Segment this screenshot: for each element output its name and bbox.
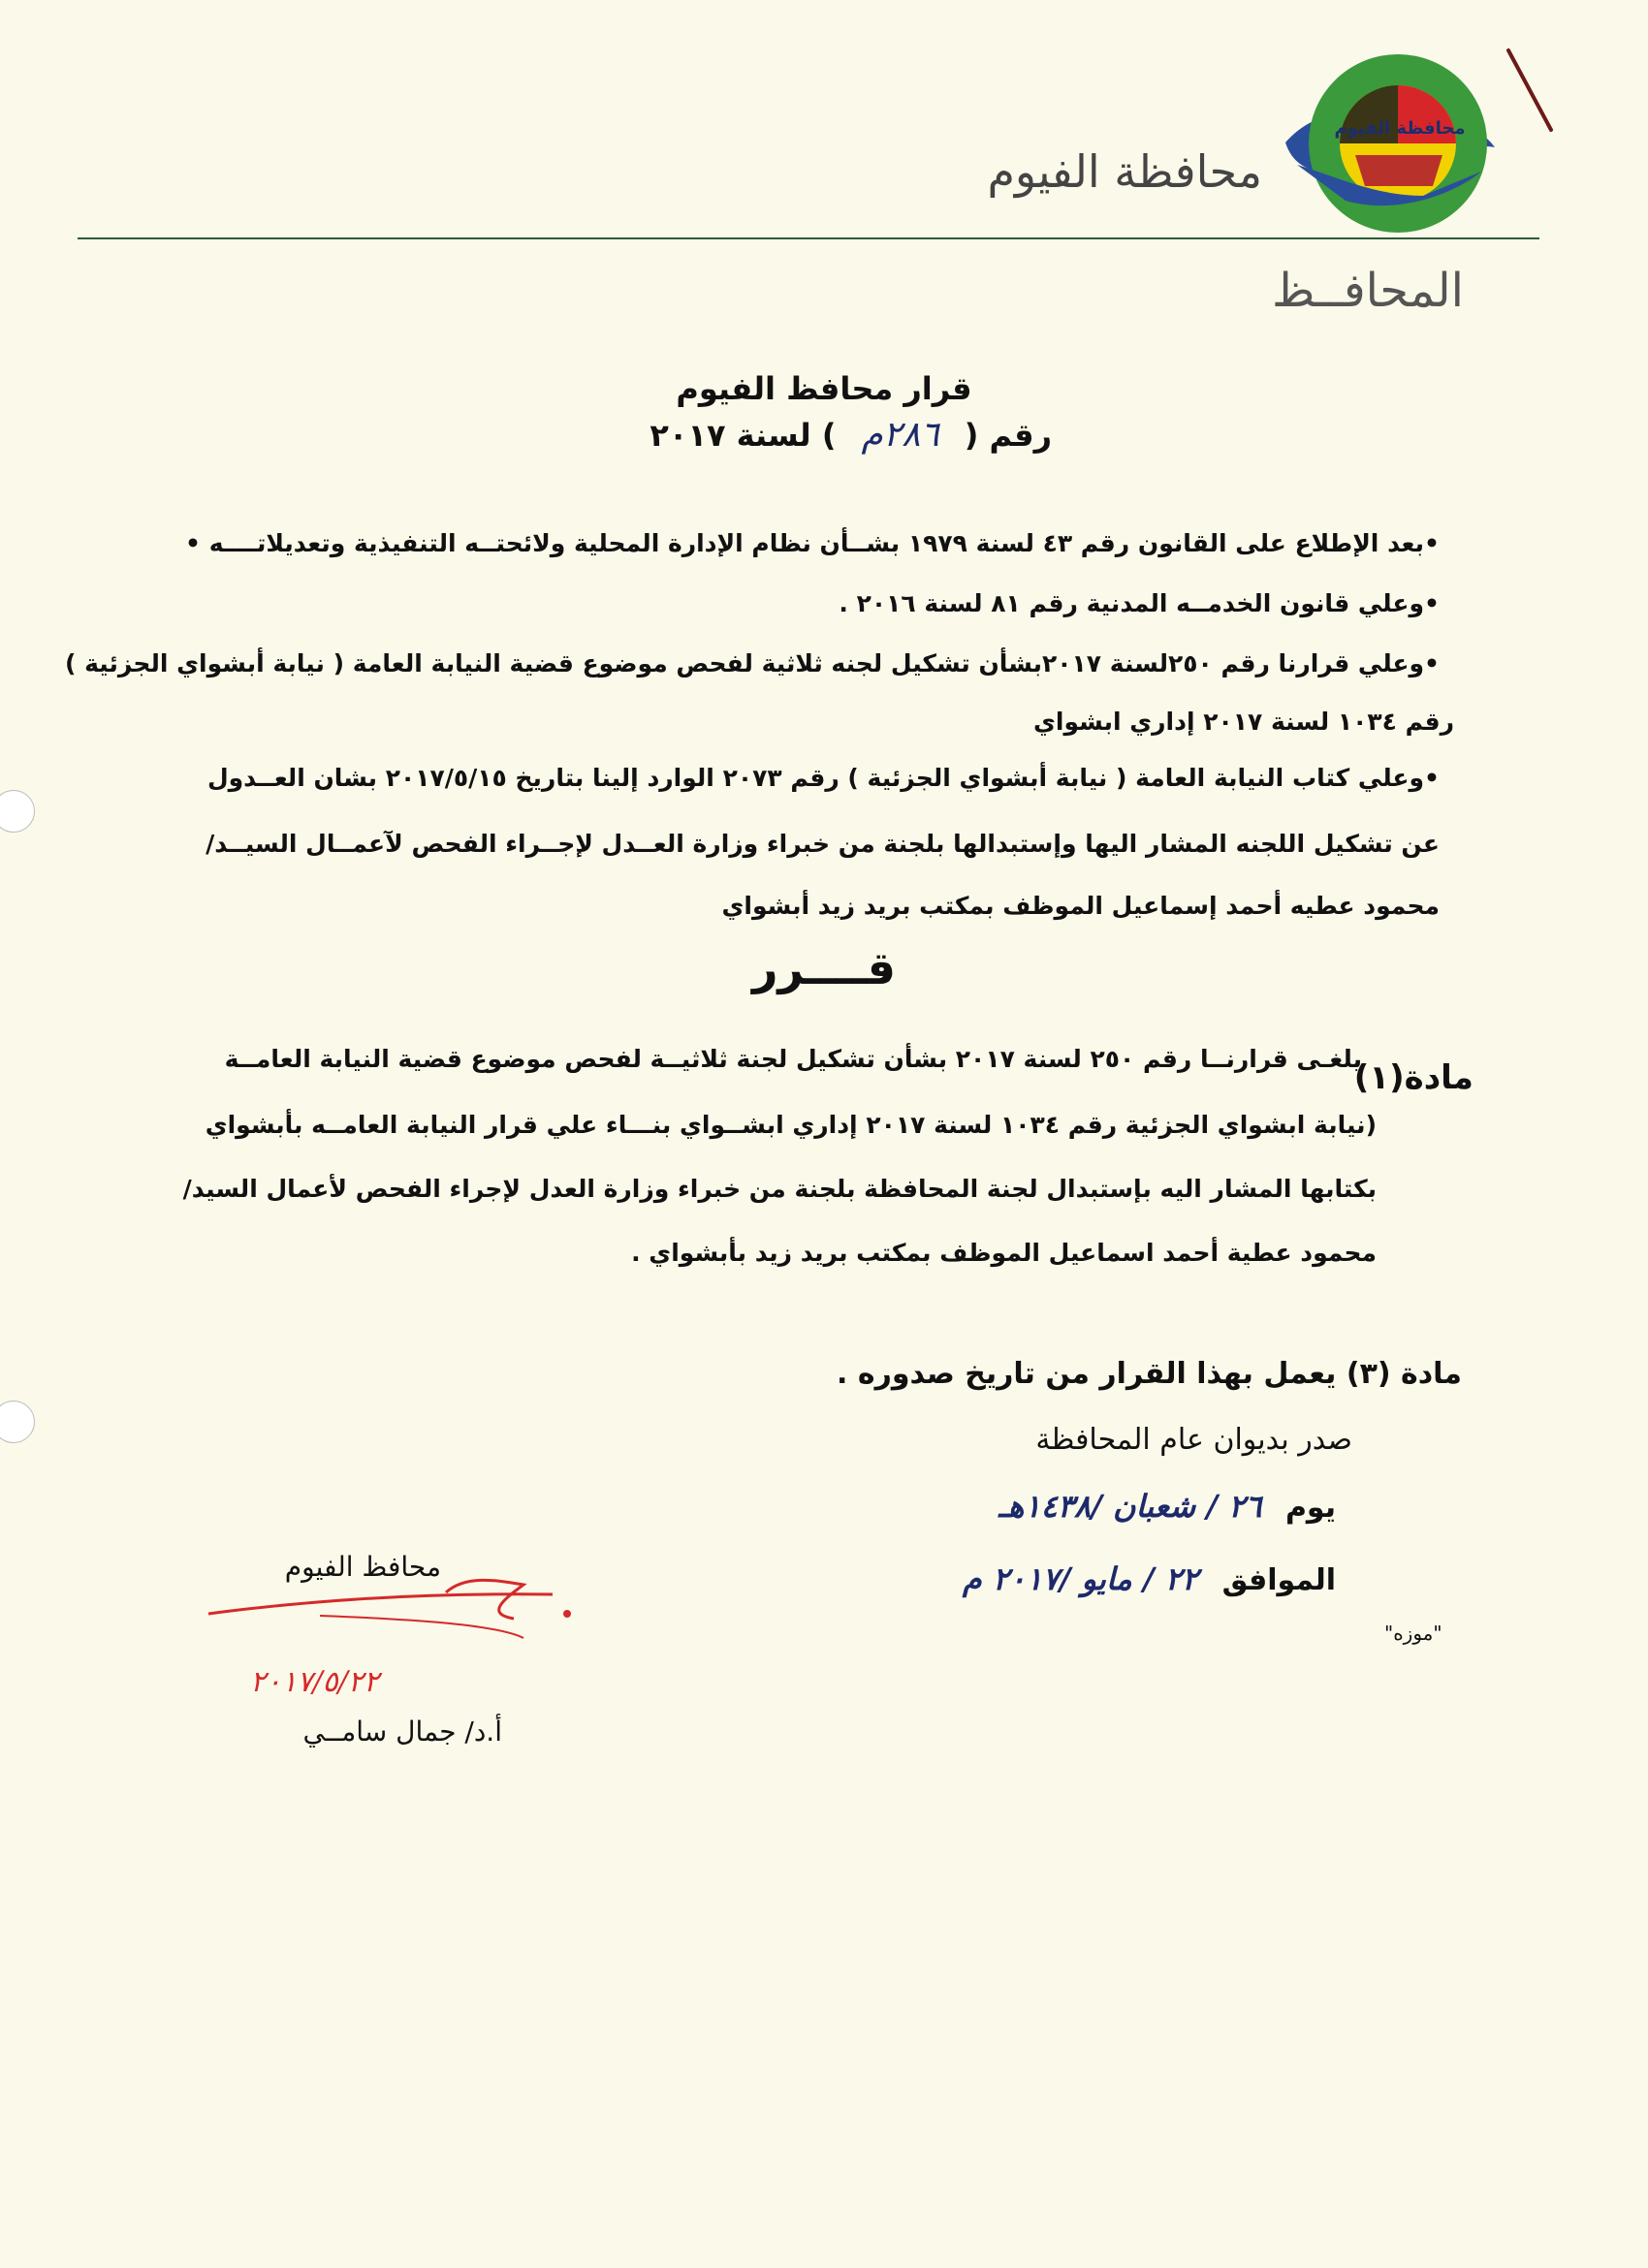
decree-title: قرار محافظ الفيوم bbox=[676, 370, 972, 407]
decree-number-suffix: ) لسنة ٢٠١٧ bbox=[650, 417, 837, 454]
punch-hole bbox=[0, 1401, 35, 1443]
gregorian-date: ٢٢ / مايو /٢٠١٧ م bbox=[962, 1560, 1199, 1597]
article1-line: محمود عطية أحمد اسماعيل الموظف بمكتب بريد زيد بأبشواي . bbox=[631, 1239, 1377, 1267]
article1-label: مادة(١) bbox=[1353, 1058, 1474, 1097]
article1-line: يلغـى قرارنــا رقم ٢٥٠ لسنة ٢٠١٧ بشأن تشكيل لجنة ثلاثيــة لفحص موضوع قضية النيابة العامــة bbox=[224, 1045, 1362, 1073]
signatory-name: أ.د/ جمال سامــي bbox=[302, 1716, 502, 1748]
typist-initials: "موزه" bbox=[1384, 1622, 1442, 1645]
preamble-line: •وعلي كتاب النيابة العامة ( نيابة أبشواي الجزئية ) رقم ٢٠٧٣ الوارد إلينا بتاريخ ٢٠١٧/٥/١٥ بشان العــدول bbox=[206, 764, 1440, 792]
signature-mark bbox=[204, 1575, 591, 1643]
preamble-line: محمود عطيه أحمد إسماعيل الموظف بمكتب بريد زيد أبشواي bbox=[721, 892, 1440, 920]
decree-number-handwritten: ٢٨٦م bbox=[861, 415, 939, 455]
article1-line: (نيابة ابشواي الجزئية رقم ١٠٣٤ لسنة ٢٠١٧ إداري ابشــواي بنـــاء علي قرار النيابة العامــه بأبشواي bbox=[205, 1111, 1377, 1139]
preamble-line: •وعلي قانون الخدمــه المدنية رقم ٨١ لسنة ٢٠١٦ . bbox=[839, 589, 1440, 617]
governorate-name: محافظة الفيوم bbox=[987, 145, 1262, 198]
decided-heading: قــــرر bbox=[751, 942, 897, 994]
punch-hole bbox=[0, 790, 35, 833]
decree-number-prefix: رقم ( bbox=[964, 417, 1052, 454]
header-divider bbox=[78, 237, 1539, 239]
preamble-line: •وعلي قرارنا رقم ٢٥٠لسنة ٢٠١٧بشأن تشكيل لجنه ثلاثية لفحص موضوع قضية النيابة العامة ( نيابة أبشواي الجزئية ) bbox=[65, 649, 1440, 677]
preamble-line: •بعد الإطلاع على القانون رقم ٤٣ لسنة ١٩٧٩ بشــأن نظام الإدارة المحلية ولائحتــه التنفيذية وتعديلاتــــه • bbox=[185, 529, 1440, 557]
preamble-line: رقم ١٠٣٤ لسنة ٢٠١٧ إداري ابشواي bbox=[1032, 708, 1454, 736]
signature-date: ٢٠١٧/٥/٢٢ bbox=[250, 1665, 380, 1699]
office-title: المحافــظ bbox=[1272, 264, 1464, 318]
corresponding-label: الموافق bbox=[1221, 1563, 1336, 1597]
preamble-line: عن تشكيل اللجنه المشار اليها وإستبدالها بلجنة من خبراء وزارة العــدل لإجــراء الفحص لآعمــال السيــد/ bbox=[206, 830, 1440, 858]
gregorian-date-row bbox=[963, 1560, 1336, 1597]
issued-at: صدر بديوان عام المحافظة bbox=[1035, 1423, 1352, 1457]
decree-number bbox=[650, 415, 1052, 455]
signatory-title: محافظ الفيوم bbox=[284, 1551, 441, 1583]
hijri-date: ٢٦ / شعبان /١٤٣٨هـ bbox=[998, 1488, 1262, 1525]
article1-line: بكتابها المشار اليه بإستبدال لجنة المحافظة بلجنة من خبراء وزارة العدل لإجراء الفحص لأعمال السيد/ bbox=[182, 1175, 1377, 1203]
page-mark bbox=[1501, 43, 1559, 140]
day-label: يوم bbox=[1284, 1491, 1336, 1525]
logo-lettering: محافظة الفيوم bbox=[1334, 118, 1466, 139]
article3-text: مادة (٣) يعمل بهذا القرار من تاريخ صدوره . bbox=[837, 1357, 1462, 1391]
governorate-logo bbox=[1278, 50, 1501, 235]
hijri-date-row bbox=[998, 1488, 1336, 1525]
